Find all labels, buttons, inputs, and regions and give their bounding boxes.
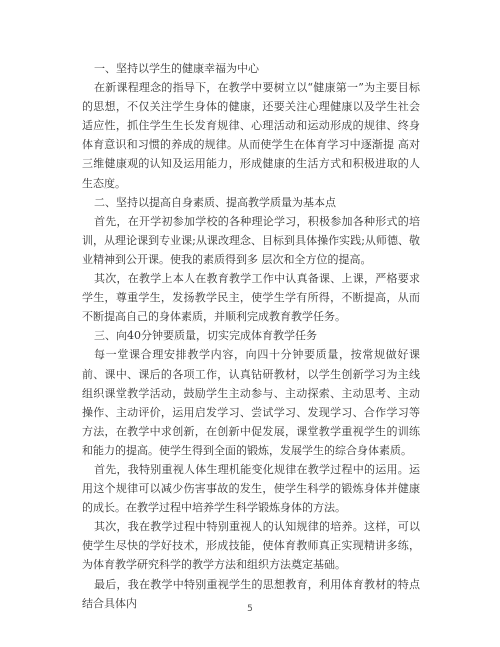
section-heading-1: 一、坚持以学生的健康幸福为中心	[94, 62, 259, 75]
section-heading-3: 三、向40分钟要质量，切实完成体育教学任务	[94, 329, 317, 343]
paragraph-health-philosophy: 在新课程理念的指导下，在教学中要树立以“健康第一”为主要目标的思想，不仅关注学生身体的健康，还要关注心理健康以及学生社会适应性，抓住学生生长发育规律、心理活动和运动形成的规律、终身体育意识和习惯的养成的规律。从而使学生在体育学习中逐渐提 高对三维健康观的认知及运用能力，形成健康的生活方式和积极进取的人生态度。	[82, 81, 420, 190]
paragraph-lesson-quality: 每一堂课合理安排教学内容，向四十分钟要质量，按常规做好课前、课中、课后的各项工作，认真钻研教材，以学生创新学习为主线组织课堂教学活动，鼓励学生主动参与、主动探索、主动思考、主动操作、主动评价，运用启发学习、尝试学习、发现学习、合作学习等 方法，在教学中求创新，在创新中促发展，课堂教学重视学生的训练和能力的提高。使学生得到全面的锻炼，发展学生的综合身体素质。	[82, 348, 420, 457]
paragraph-teaching-practice: 其次，在教学上本人在教育教学工作中认真备课、上课，严格要求学生，尊重学生，发扬教学民主，使学生学有所得，不断提高，从而不断提高自己的身体素质，并顺利完成教育教学任务。	[82, 272, 420, 324]
document-body	[82, 59, 420, 613]
paragraph-training: 首先，在开学初参加学校的各种理论学习，积极参加各种形式的培训，从理论课到专业课;从课改理念、目标到具体操作实践;从师德、敬业精神到公开课。使我的素质得到多 层次和全方位的提高。	[82, 214, 420, 266]
paragraph-moral-education: 最后，我在教学中特别重视学生的思想教育，利用体育教材的特点结合具体内	[82, 577, 420, 610]
page-number: 5	[247, 604, 253, 614]
section-heading-2: 二、坚持以提高自身素质、提高教学质量为基本点	[94, 195, 336, 209]
paragraph-physiology: 首先，我特别重视人体生理机能变化规律在教学过程中的运用。运用这个规律可以减少伤害事故的发生，使学生科学的锻炼身体并健康的成长。在教学过程中培养学生科学锻炼身体的方法。	[82, 462, 420, 515]
paragraph-cognition: 其次，我在教学过程中特别重视人的认知规律的培养。这样，可以使学生尽快的学好技术，形成技能，使体育教师真正实现精讲多练，为体育教学研究科学的教学方法和组织方法奠定基础。	[82, 520, 420, 572]
